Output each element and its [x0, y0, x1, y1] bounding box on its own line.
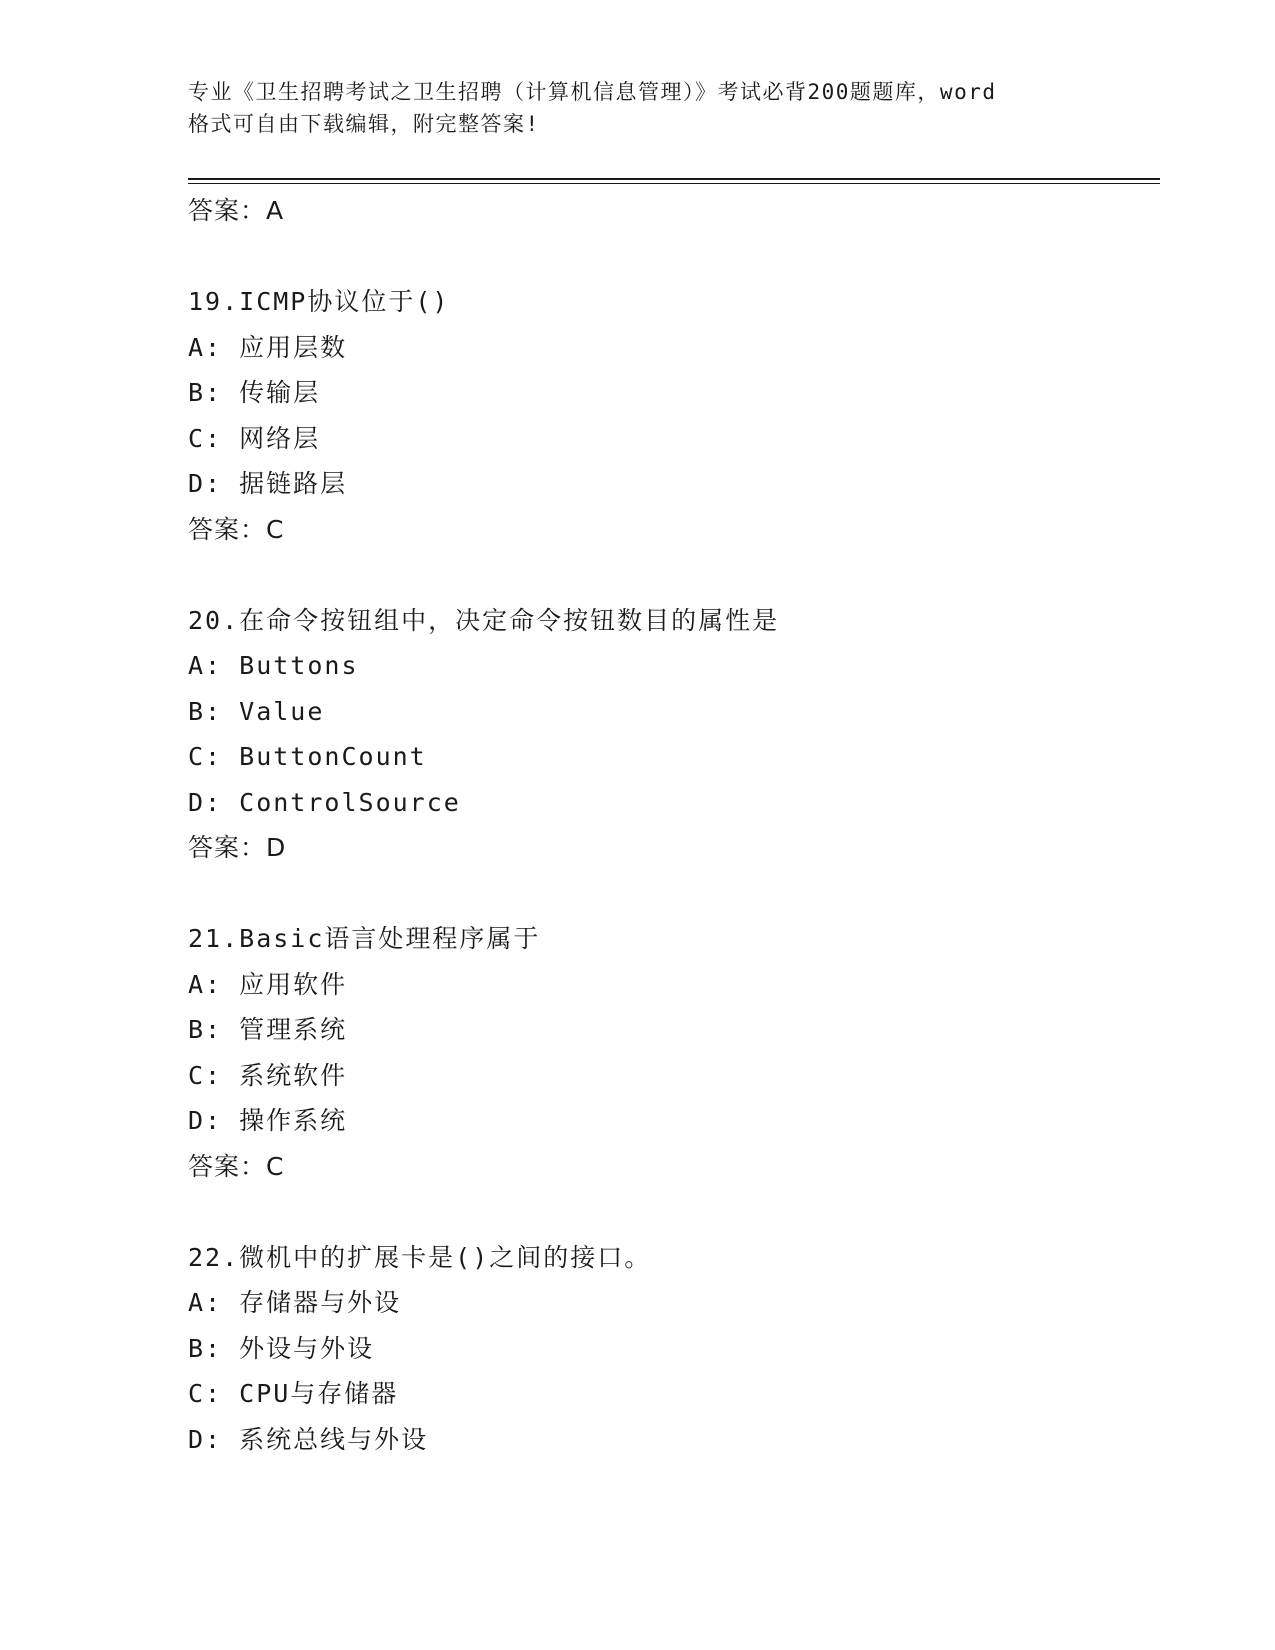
document-header-note	[188, 76, 1088, 140]
question-22	[188, 1235, 1148, 1463]
option-b: B: 传输层	[188, 378, 321, 407]
option-c: C: 网络层	[188, 423, 321, 453]
option-a: A: 应用软件	[188, 969, 348, 999]
question-stem: 21.Basic语言处理程序属于	[188, 924, 541, 953]
answer-line: 答案：C	[188, 1151, 285, 1181]
option-a: A: Buttons	[188, 651, 359, 680]
question-21	[188, 916, 1148, 1189]
option-b: B: Value	[188, 696, 325, 726]
header-divider-thin	[188, 183, 1160, 184]
question-stem: 20.在命令按钮组中，决定命令按钮数目的属性是	[188, 605, 780, 635]
option-c: C: ButtonCount	[188, 742, 427, 771]
header-line-2: 格式可自由下载编辑，附完整答案!	[188, 112, 540, 136]
question-stem: 22.微机中的扩展卡是()之间的接口。	[188, 1242, 652, 1272]
option-b: B: 管理系统	[188, 1015, 348, 1044]
option-a: A: 应用层数	[188, 332, 348, 362]
option-d: D: 操作系统	[188, 1106, 348, 1135]
option-b: B: 外设与外设	[188, 1333, 375, 1363]
header-divider-thick	[188, 178, 1160, 180]
answer-line: 答案：C	[188, 514, 285, 544]
option-c: C: 系统软件	[188, 1060, 348, 1090]
answer-line: 答案：D	[188, 833, 287, 862]
option-d: D: ControlSource	[188, 787, 461, 817]
option-d: D: 系统总线与外设	[188, 1424, 429, 1454]
previous-answer: 答案：A	[188, 196, 285, 225]
question-19	[188, 279, 1148, 552]
option-a: A: 存储器与外设	[188, 1288, 402, 1317]
header-line-1: 专业《卫生招聘考试之卫生招聘（计算机信息管理）》考试必背200题题库，word	[188, 80, 997, 104]
question-20	[188, 598, 1148, 871]
option-d: D: 据链路层	[188, 469, 348, 498]
question-list	[188, 188, 1148, 1462]
question-stem: 19.ICMP协议位于()	[188, 287, 450, 316]
option-c: C: CPU与存储器	[188, 1379, 399, 1408]
